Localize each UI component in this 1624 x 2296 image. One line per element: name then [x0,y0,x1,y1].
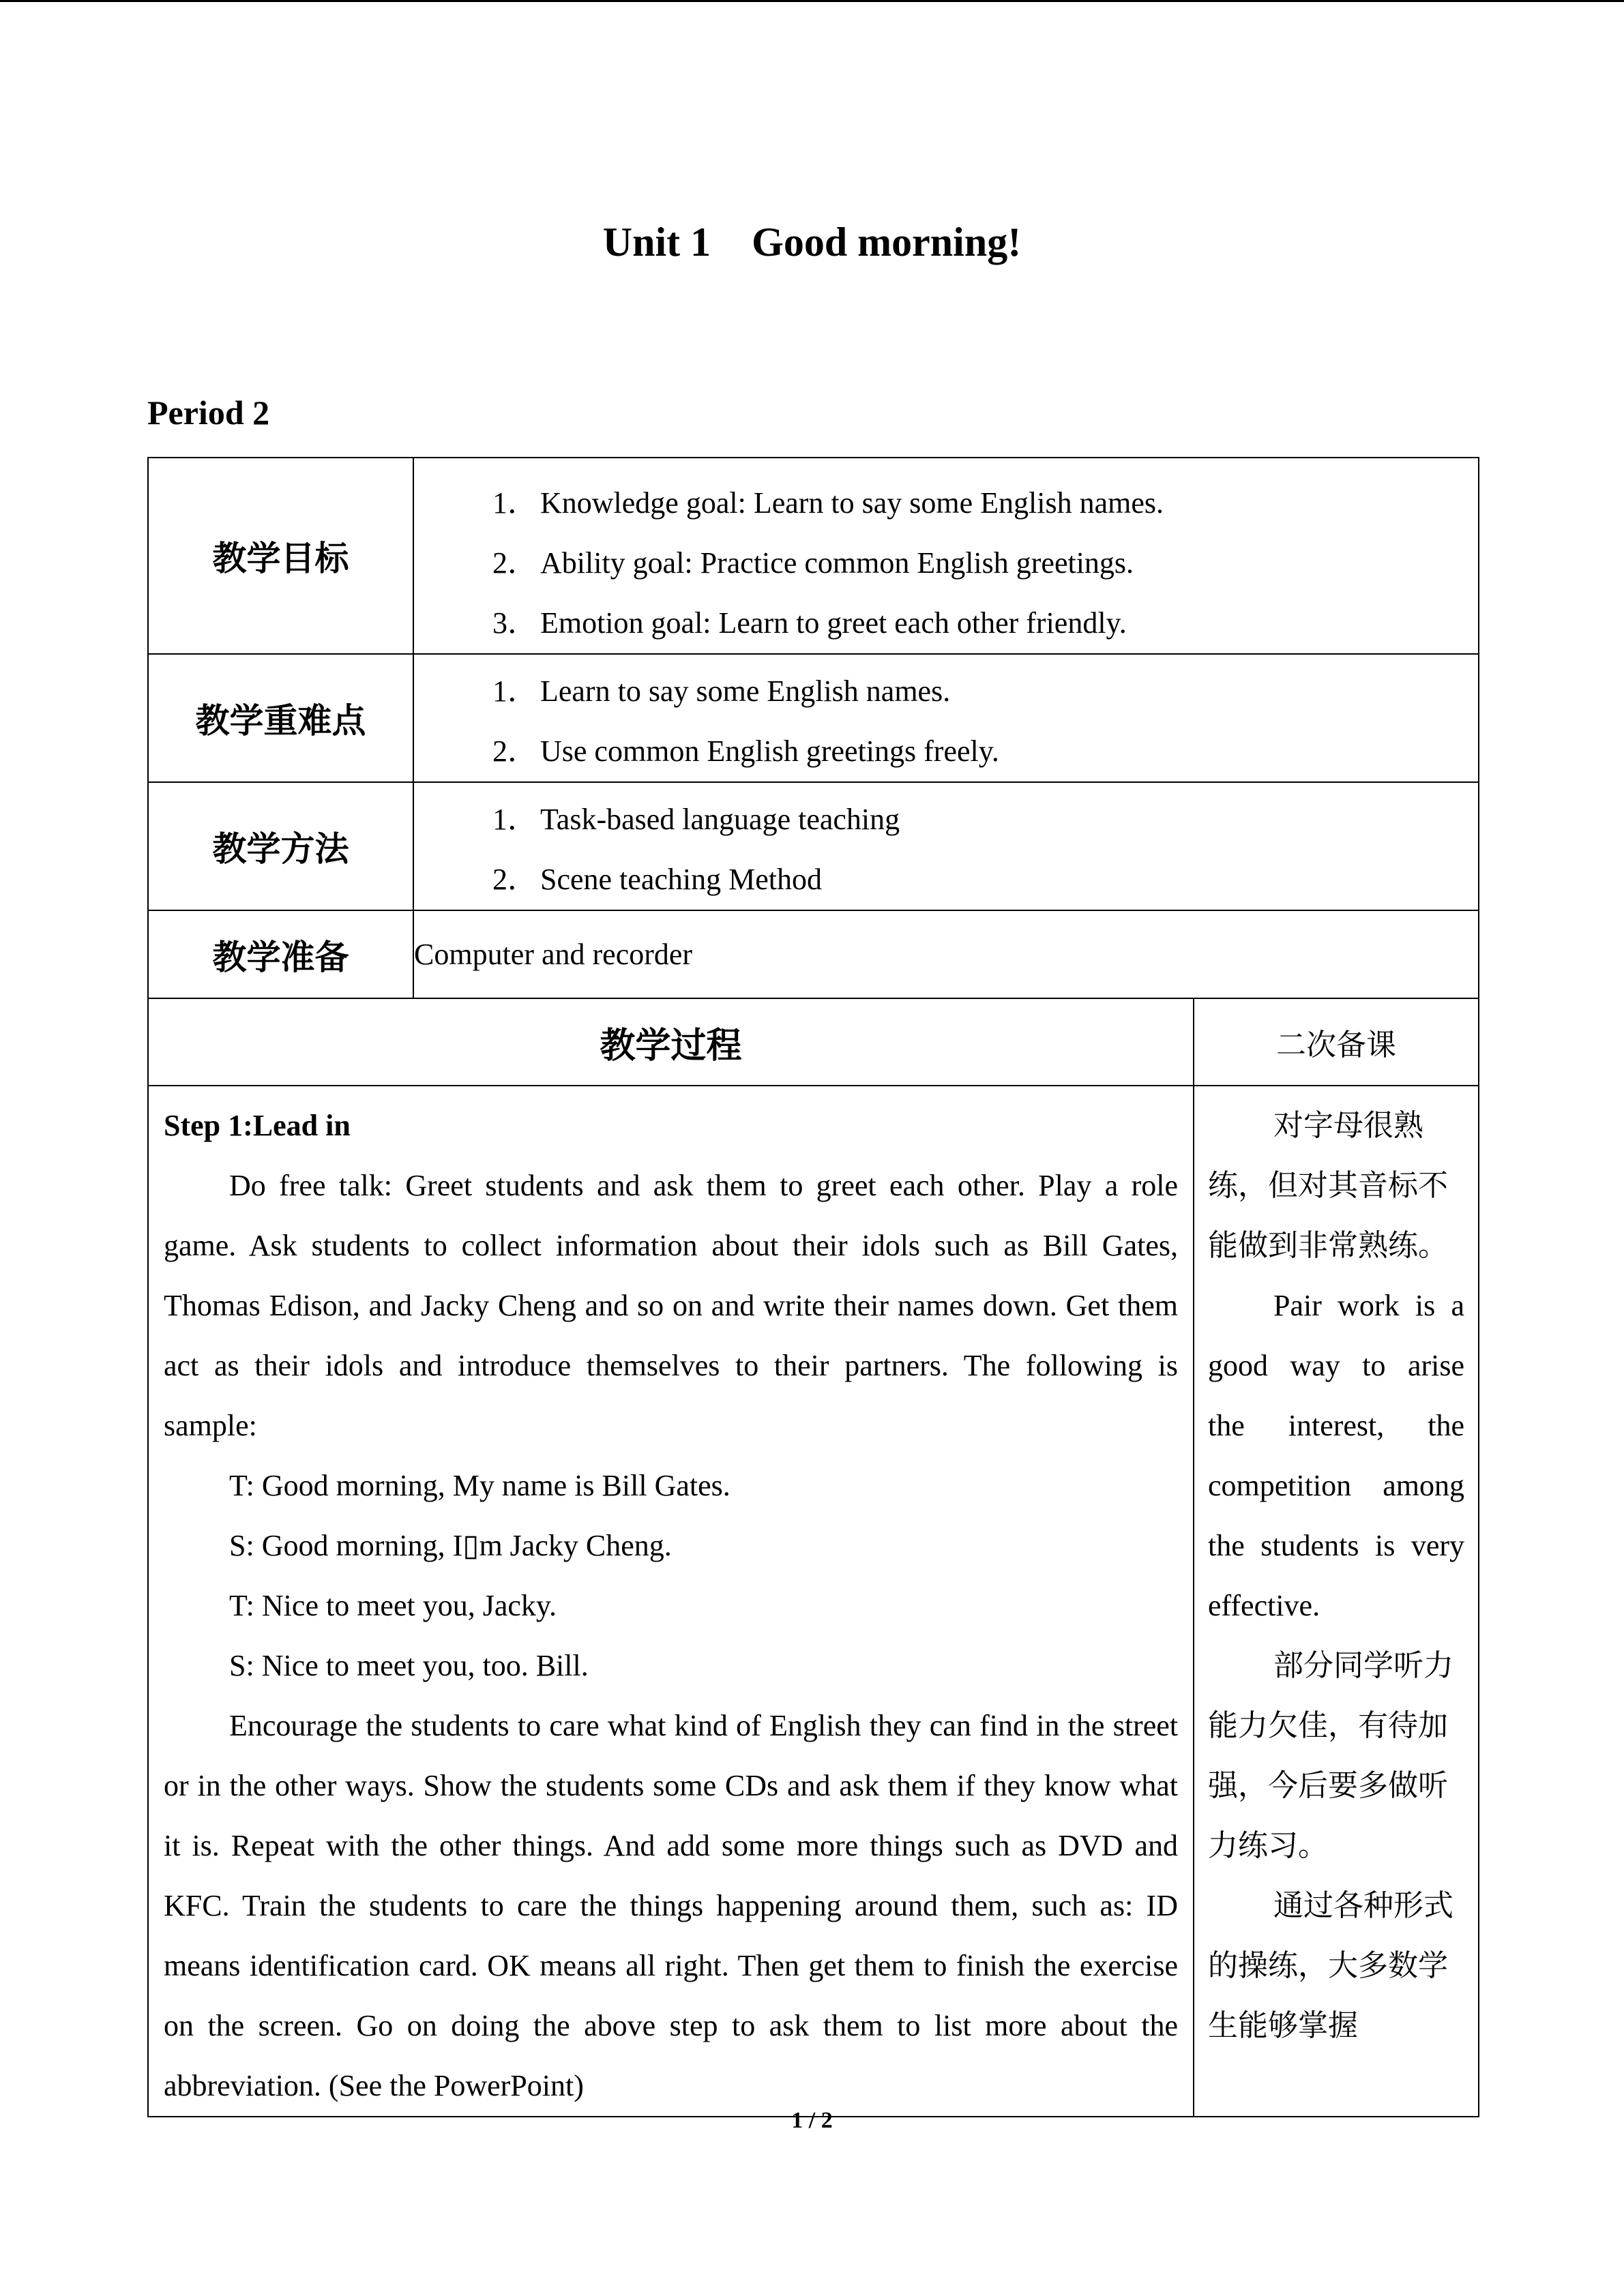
preparation-row [148,910,1479,998]
note: 通过各种形式的操练，大多数学生能够掌握 [1208,1888,1453,2043]
dialog-line: T: Good morning, My name is Bill Gates. [229,1469,730,1502]
methods-content [413,782,1479,910]
method-item: 1．Task-based language teaching [492,803,900,836]
page-title: Unit 1 Good morning! [602,220,1022,265]
method-item: 2．Scene teaching Method [492,863,822,896]
note: Pair work is a good way to arise the interest, the competition among the students is very effective. [1208,1289,1465,1622]
goal-item: 2．Ability goal: Practice common English greetings. [492,546,1134,580]
preparation-content: Computer and recorder [413,910,1479,998]
goals-row [148,458,1479,654]
goals-content [413,458,1479,654]
dialog-line: S: Good morning, I▯m Jacky Cheng. [229,1529,672,1562]
process-header-row [148,998,1479,1086]
methods-label: 教学方法 [148,782,413,910]
notes-header: 二次备课 [1194,998,1479,1086]
note: 对字母很熟练，但对其音标不能做到非常熟练。 [1208,1108,1448,1263]
dialog-line: S: Nice to meet you, too. Bill. [229,1649,589,1682]
methods-row [148,782,1479,910]
key-point-item: 1．Learn to say some English names. [492,674,951,708]
process-body [148,1086,1194,2117]
preparation-label: 教学准备 [148,910,413,998]
goal-item: 1．Knowledge goal: Learn to say some English names. [492,486,1164,520]
key-points-label: 教学重难点 [148,654,413,782]
process-header: 教学过程 [148,998,1194,1086]
note: 部分同学听力能力欠佳，有待加强，今后要多做听力练习。 [1208,1648,1453,1863]
key-point-item: 2．Use common English greetings freely. [492,734,999,768]
dialog-line: T: Nice to meet you, Jacky. [229,1589,557,1622]
process-body-row [148,1086,1479,2117]
paragraph: Do free talk: Greet students and ask them to greet each other. Play a role game. Ask students to collect information about their idols such as Bill Gates, Thomas Edison, and Jacky Cheng and so on and write their names down. Get them act as their idols and introduce themselves to their partners. The following is sample: [164,1169,1178,1442]
notes-body [1194,1086,1479,2117]
page-number: 1 / 2 [791,2108,833,2133]
key-points-content [413,654,1479,782]
key-points-row [148,654,1479,782]
step-title: Step 1:Lead in [164,1109,351,1142]
lesson-plan-table [147,457,1479,2117]
goals-label: 教学目标 [148,458,413,654]
period-heading: Period 2 [147,393,270,432]
goal-item: 3．Emotion goal: Learn to greet each other friendly. [492,606,1127,640]
paragraph: Encourage the students to care what kind of English they can find in the street or in the other ways. Show the students some CDs and ask them if they know what it is. Repeat with the other things. And add some more things such as DVD and KFC. Train the students to care the things happening around them, such as: ID means identification card. OK means all right. Then get them to finish the exercise on the screen. Go on doing the above step to ask them to list more about the abbreviation. (See the PowerPoint) [164,1709,1178,2102]
